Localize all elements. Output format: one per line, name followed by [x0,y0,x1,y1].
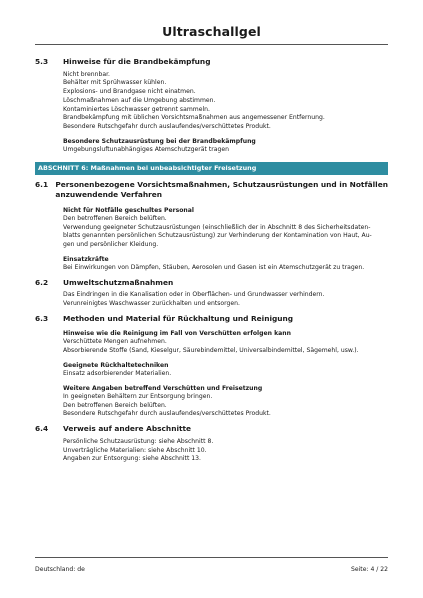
subsection-6-3-heading [35,314,388,325]
subsection-title: Hinweise für die Brandbekämpfung [63,57,211,66]
text-line: Absorbierende Stoffe (Sand, Kieselgur, Säurebindemittel, Universalbindemittel, Sägemehl, usw.). [63,347,359,355]
footer-page-number: Seite: 4 / 22 [351,566,388,573]
subheading: Nicht für Notfälle geschultes Personal [63,206,194,214]
text-line: Besondere Rutschgefahr durch auslaufendes/verschüttetes Produkt. [63,410,271,418]
text-line: Angaben zur Entsorgung: siehe Abschnitt 13. [63,455,201,463]
subsection-number: 6.1 [35,179,49,189]
subsection-5-3-heading [35,57,388,68]
text-line: In geeigneten Behältern zur Entsorgung bringen. [63,392,213,400]
section-6-header: ABSCHNITT 6: Maßnahmen bei unbeabsichtigter Freisetzung [35,162,388,175]
subsection-number: 5.3 [35,57,49,66]
text-line: Umgebungsluftunabhängiges Atemschutzgerät tragen [63,146,229,154]
subsection-title: Verweis auf andere Abschnitte [63,424,192,434]
subsection-6-2-body [63,291,388,309]
subsection-number: 6.3 [35,313,49,323]
subheading: Hinweise wie die Reinigung im Fall von Verschütten erfolgen kann [63,330,291,338]
subsection-5-3-body [63,71,388,155]
subheading: Geeignete Rückhaltetechniken [63,362,169,370]
text-line: Explosions- und Brandgase nicht einatmen. [63,88,196,96]
text-line: Verunreinigtes Waschwasser zurückhalten und entsorgen. [63,300,240,308]
subsection-6-4-heading [35,424,388,435]
text-line: Verwendung geeigneter Schutzausrüstungen (einschließlich der in Abschnitt 8 des Sicherheitsdaten- [63,223,371,231]
subsection-number: 6.2 [35,277,49,287]
text-line: Verschüttete Mengen aufnehmen. [63,338,167,346]
subsection-6-1-heading [35,180,388,201]
text-line: Unverträgliche Materialien: siehe Abschnitt 10. [63,446,207,454]
text-line: Das Eindringen in die Kanalisation oder in Oberflächen- und Grundwasser verhindern. [63,291,325,299]
document-content [35,52,388,464]
text-line: blatts genannten persönlichen Schutzausrüstung) zur Verhinderung der Kontamination von Haut, Au- [63,232,372,240]
subsection-6-4-body [63,438,388,464]
footer-divider [35,557,388,558]
subheading: Besondere Schutzausrüstung bei der Brandbekämpfung [63,138,256,146]
text-line: Behälter mit Sprühwasser kühlen. [63,79,167,87]
subsection-6-3-body [63,329,388,419]
subsection-title: Umweltschutzmaßnahmen [63,277,174,287]
subsection-6-2-heading [35,278,388,289]
document-title: Ultraschallgel [162,24,261,39]
text-line: Besondere Rutschgefahr durch auslaufendes/verschüttetes Produkt. [63,123,271,131]
title-divider [35,44,388,45]
text-line: Brandbekämpfung mit üblichen Vorsichtsmaßnahmen aus angemessener Entfernung. [63,114,325,122]
text-line: Löschmaßnahmen auf die Umgebung abstimmen. [63,96,216,104]
text-line: Kontaminiertes Löschwasser getrennt sammeln. [63,105,210,113]
subheading: Einsatzkräfte [63,256,109,264]
text-line: Nicht brennbar. [63,70,110,78]
text-line: Den betroffenen Bereich belüften. [63,401,167,409]
text-line: Bei Einwirkungen von Dämpfen, Stäuben, Aerosolen und Gasen ist ein Atemschutzgerät zu tragen. [63,264,365,272]
subheading: Weitere Angaben betreffend Verschütten und Freisetzung [63,384,263,392]
subsection-number: 6.4 [35,424,49,434]
footer-country: Deutschland: de [35,566,85,573]
subsection-title-line: Personenbezogene Vorsichtsmaßnahmen, Schutzausrüstungen und in Notfällen [55,179,388,189]
text-line: gen und persönlicher Kleidung. [63,241,159,249]
text-line: Persönliche Schutzausrüstung: siehe Abschnitt 8. [63,437,214,445]
subsection-title-line: anzuwendende Verfahren [55,190,163,200]
text-line: Einsatz adsorbierender Materialien. [63,370,172,378]
text-line: Den betroffenen Bereich belüften. [63,214,167,222]
subsection-title: Methoden und Material für Rückhaltung und Reinigung [63,313,294,323]
subsection-6-1-body [63,206,388,273]
subsection-title [55,180,388,201]
